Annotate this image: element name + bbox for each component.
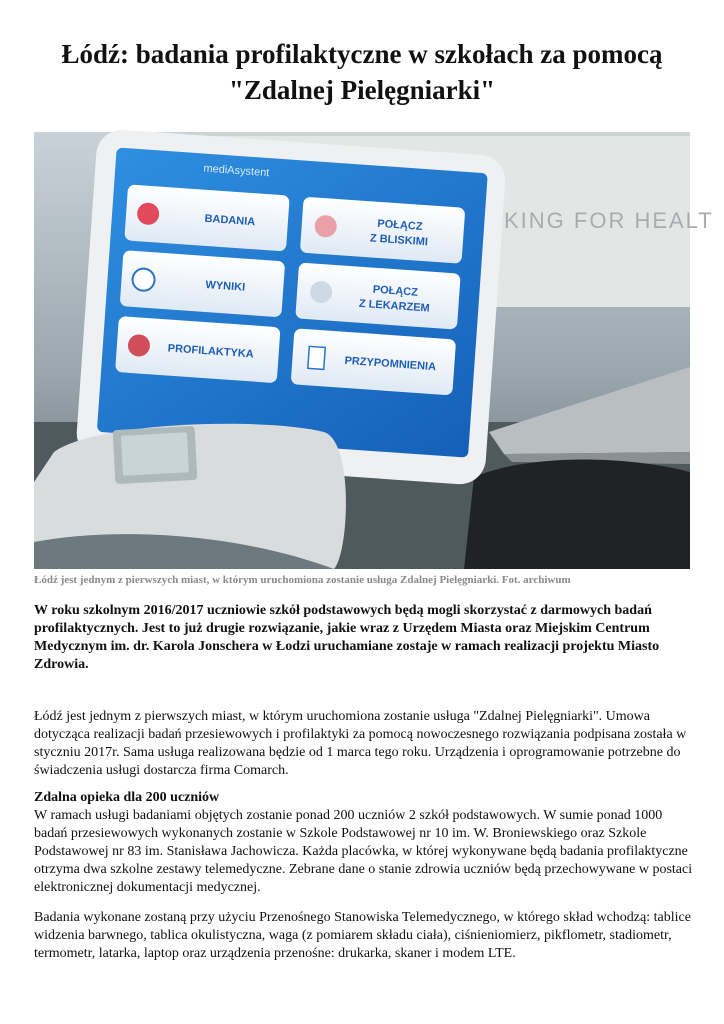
- paragraph-1: Łódź jest jednym z pierwszych miast, w którym uruchomiona zostanie usługa "Zdalnej Pielęgniarki". Umowa dotycząca realizacji badań przesiewowych i profilaktyki za pomocą nowoczesnego rozwiązania podpisana została w styczniu 2017r. Sama usługa realizowana będzie od 1 marca tego roku. Urządzenia i oprogramowanie potrzebne do świadczenia usługi dostarcza firma Comarch.: [34, 709, 687, 778]
- background-sign: KING FOR HEALT: [504, 208, 714, 233]
- article-title: Łódź: badania profilaktyczne w szkołach za pomocą "Zdalnej Pielęgniarki": [61, 39, 663, 105]
- paragraph-2: W ramach usługi badaniami objętych zostanie ponad 200 uczniów 2 szkół podstawowych. W sumie ponad 1000 badań przesiewowych wykonanych zostanie w Szkole Podstawowej nr 10 im. W. Broniewskiego oraz Szkole Podstawowej nr 83 im. Stanisława Jachowicza. Każda placówka, w której wykonywane będą badania profilaktyczne otrzyma dwa szkolne zestawy telemedyczne. Zebrane dane o stanie zdrowia uczniów będą przechowywane w postaci elektronicznej dokumentacji medycznej.: [34, 808, 693, 895]
- tile-polacz-lekarzem-1: POŁĄCZ: [372, 283, 419, 299]
- app-header: mediAsystent: [203, 162, 270, 180]
- tile-polacz-bliskimi-2: Z BLISKIMI: [369, 232, 429, 249]
- tile-wyniki: WYNIKI: [205, 278, 246, 294]
- tile-polacz-lekarzem-2: Z LEKARZEM: [358, 297, 431, 315]
- article-lead: W roku szkolnym 2016/2017 uczniowie szkół podstawowych będą mogli skorzystać z darmowych badań profilaktycznych. Jest to już drugie rozwiązanie, jakie wraz z Urzędem Miasta oraz Miejskim Centrum Medycznym im. dr. Karola Jonschera w Łodzi uruchamiane zostaje w ramach realizacji projektu Miasto Zdrowia.: [34, 603, 660, 672]
- article-photo: [34, 132, 714, 569]
- section-title: Zdalna opieka dla 200 uczniów: [34, 790, 220, 805]
- tile-profilaktyka: PROFILAKTYKA: [167, 342, 255, 361]
- tile-polacz-bliskimi-1: POŁĄCZ: [376, 217, 423, 233]
- tile-przypomnienia: PRZYPOMNIENIA: [344, 354, 437, 374]
- paragraph-3: Badania wykonane zostaną przy użyciu Przenośnego Stanowiska Telemedycznego, w którego skład wchodzą: tablice widzenia barwnego, tablica okulistyczna, waga (z pomiarem składu ciała), ciśnieniomierz, pikflometr, stadiometr, termometr, latarka, laptop oraz urządzenia przenośne: drukarka, skaner i modem LTE.: [34, 910, 691, 961]
- photo-caption: Łódź jest jednym z pierwszych miast, w którym uruchomiona zostanie usługa Zdalnej Pielęgniarki. Fot. archiwum: [34, 574, 571, 586]
- tile-badania: BADANIA: [204, 212, 256, 229]
